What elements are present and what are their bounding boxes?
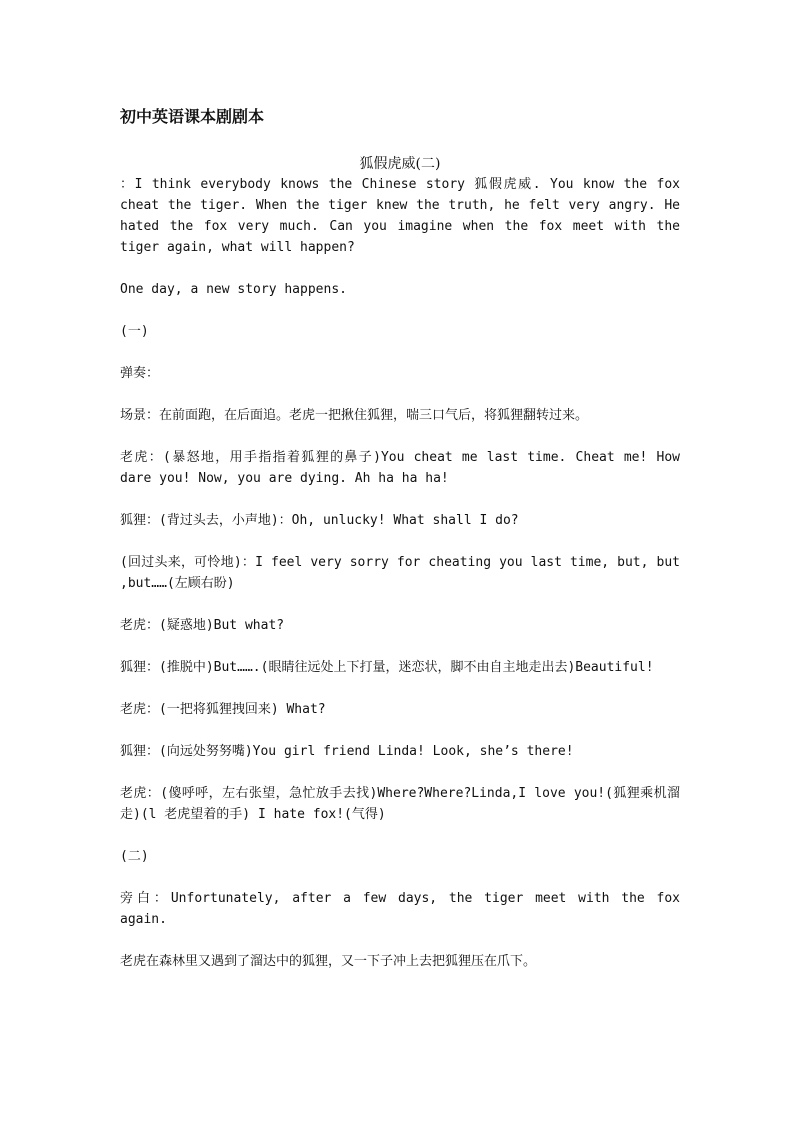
fox-line-1: 狐狸：(背过头去，小声地)：Oh, unlucky! What shall I do?: [120, 513, 519, 528]
fox-line-4: 狐狸：(向远处努努嘴)You girl friend Linda! Look, she’s there!: [120, 744, 574, 759]
tiger-line-4: 老虎：(傻呼呼，左右张望，急忙放手去找)Where?Where?Linda,I love you!(狐狸乘机溜走)(l 老虎望着的手) I hate fox!(气得): [120, 786, 680, 822]
music-cue: 弹奏：: [120, 366, 160, 381]
story-opening-line: One day, a new story happens.: [120, 282, 347, 297]
tiger-line-2: 老虎：(疑惑地)But what?: [120, 618, 285, 633]
tiger-line-1: 老虎：(暴怒地，用手指指着狐狸的鼻子)You cheat me last time. Cheat me! How dare you! Now, you are dying. Ah ha ha ha!: [120, 450, 680, 486]
intro-narration: ：I think everybody knows the Chinese story 狐假虎威. You know the fox cheat the tiger. When the tiger knew the truth, he felt very angry. He hated the fox very much. Can you imagine when the fox meet with the tiger again, what will happen?: [120, 177, 680, 255]
fox-line-3: 狐狸：(推脱中)But…….(眼睛往远处上下打量，迷恋状，脚不由自主地走出去)Beautiful!: [120, 660, 654, 675]
act-one-heading: (一): [120, 324, 149, 339]
document-body: [120, 106, 680, 993]
document-title: 初中英语课本剧剧本: [120, 107, 265, 126]
script-subtitle: 狐假虎威(二): [359, 156, 441, 172]
scene-description-2: 老虎在森林里又遇到了溜达中的狐狸，又一下子冲上去把狐狸压在爪下。: [120, 954, 537, 969]
act-two-heading: (二): [120, 849, 149, 864]
fox-line-2: (回过头来，可怜地)：I feel very sorry for cheating you last time, but, but ,but……(左顾右盼): [120, 555, 680, 591]
scene-description: 场景：在前面跑，在后面追。老虎一把揪住狐狸，喘三口气后，将狐狸翻转过来。: [120, 408, 589, 423]
narrator-line: 旁白：Unfortunately, after a few days, the tiger meet with the fox again.: [120, 891, 680, 927]
tiger-line-3: 老虎：(一把将狐狸拽回来) What?: [120, 702, 326, 717]
